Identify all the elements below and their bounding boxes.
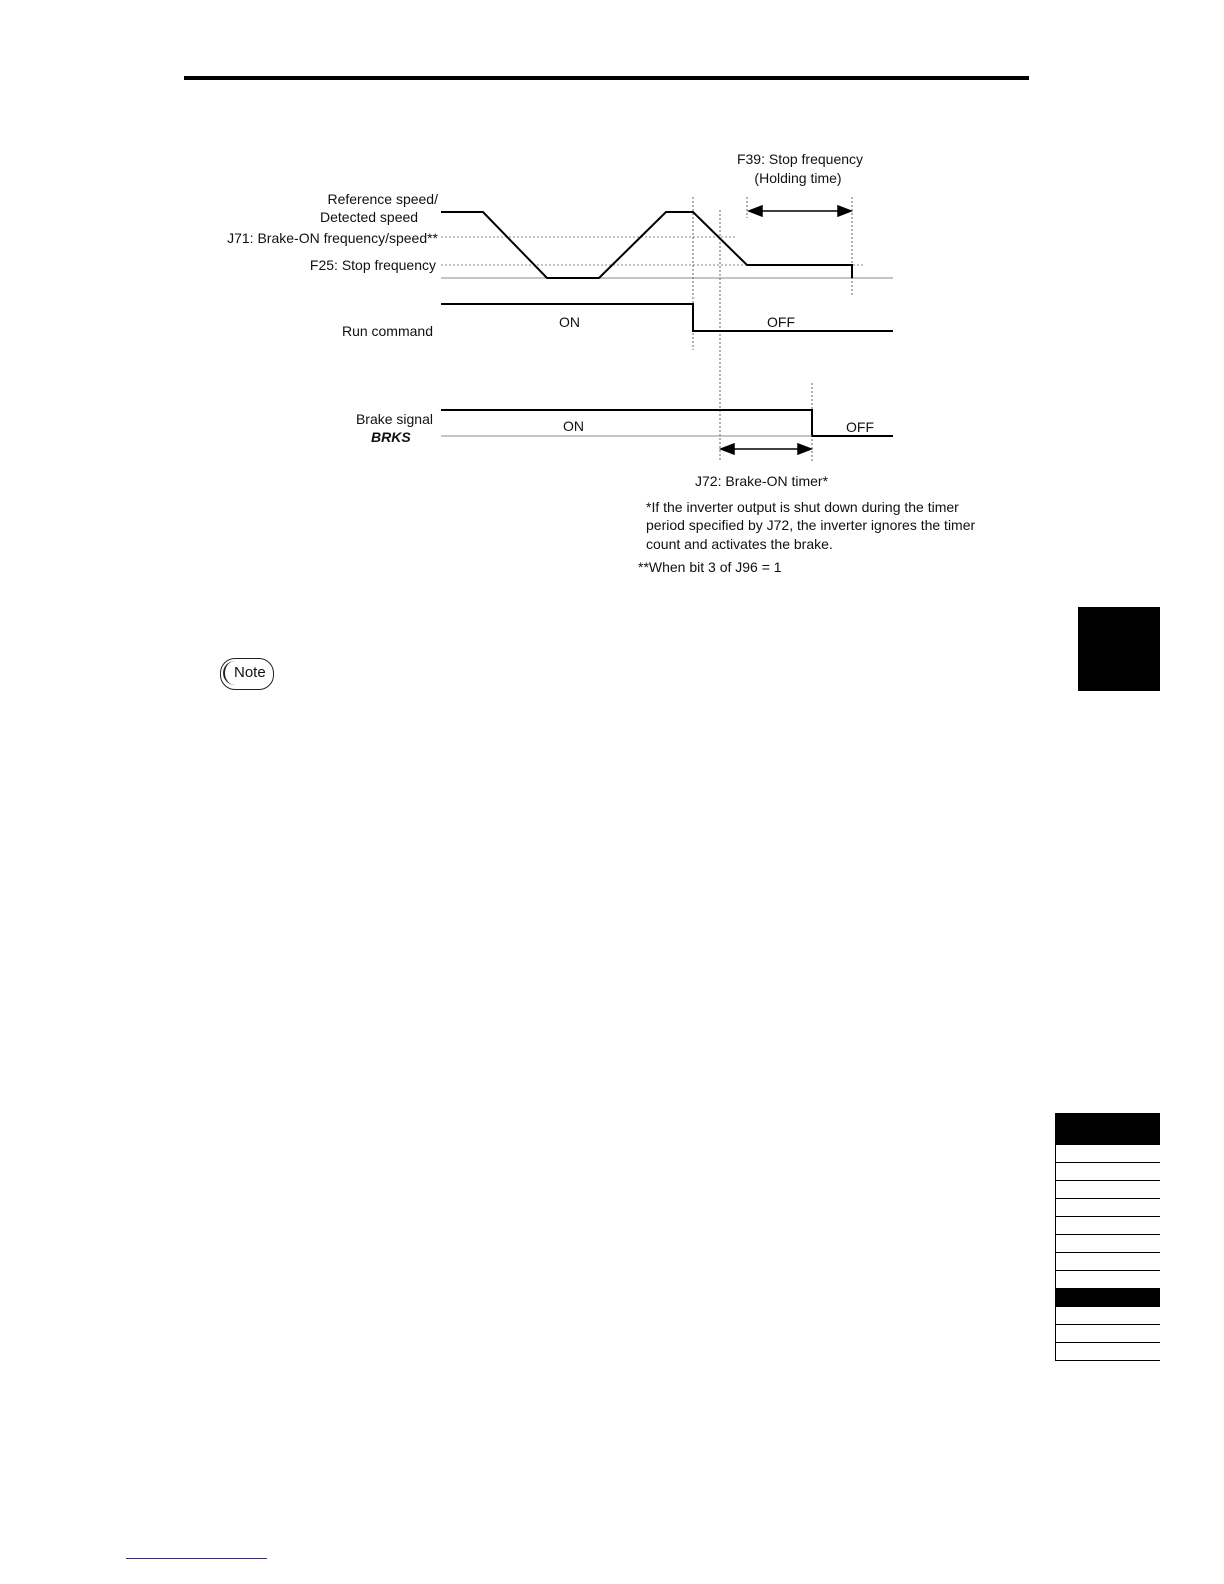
chapter-tab [1078,607,1160,691]
footnote-timer-line1: *If the inverter output is shut down during the timer [646,499,959,515]
section-index-tabs [1055,1113,1160,1361]
index-tab [1055,1253,1160,1271]
reference-lines [441,237,893,278]
run-on-label: ON [559,314,580,330]
f25-label: F25: Stop frequency [309,257,436,273]
index-tab [1055,1271,1160,1289]
brake-signal-waveform [441,410,893,436]
run-command-label: Run command [341,323,433,339]
index-tab [1055,1235,1160,1253]
brake-off-label: OFF [846,419,874,435]
index-tab-active [1055,1289,1160,1307]
brake-signal-label: Brake signal [355,411,433,427]
index-tab [1055,1163,1160,1181]
index-tab [1055,1145,1160,1163]
note-icon [220,658,278,692]
footnote-j96: **When bit 3 of J96 = 1 [638,559,782,575]
footer-link-underline[interactable] [126,1558,267,1559]
run-command-waveform [441,304,893,331]
f39-label: F39: Stop frequency [736,151,864,167]
brake-timing-diagram [0,0,1224,620]
detected-speed-label: Detected speed [320,209,419,225]
index-tab [1055,1325,1160,1343]
index-tab-header [1055,1113,1160,1145]
index-tab [1055,1307,1160,1325]
index-tab [1055,1199,1160,1217]
reference-speed-label: Reference speed/ [327,191,438,207]
footnote-timer-line2: period specified by J72, the inverter ignores the timer [646,517,976,533]
brake-on-label: ON [563,418,584,434]
f39-holding-arrow [749,206,851,216]
j72-timer-arrow [721,444,811,454]
j71-label: J71: Brake-ON frequency/speed** [227,230,438,246]
speed-waveform [441,212,852,278]
f39-holding-label: (Holding time) [754,170,842,186]
run-off-label: OFF [767,314,795,330]
footnote-timer-line3: count and activates the brake. [646,536,833,552]
note-label: Note [234,664,266,681]
index-tab [1055,1343,1160,1361]
index-tab [1055,1181,1160,1199]
index-tab [1055,1217,1160,1235]
brks-label: BRKS [371,429,411,445]
j72-label: J72: Brake-ON timer* [695,473,829,489]
